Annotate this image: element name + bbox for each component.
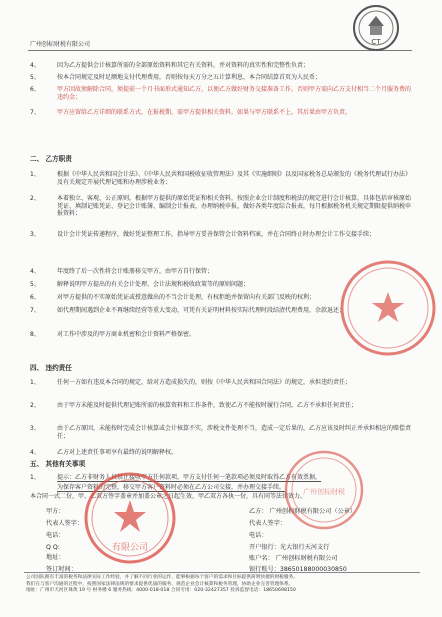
section-4-title: 四、 违约责任 <box>30 364 72 372</box>
item-text: 乙方对上述责任事项享有最终的说明解释权。 <box>57 449 178 456</box>
item-number: 8、 <box>30 331 40 338</box>
item-number: 6、 <box>30 294 40 301</box>
party-a-stamp-icon <box>82 470 178 566</box>
s4-item <box>30 402 414 410</box>
item-text: 本着独立、客观、公正原则，根据甲方提供的原始凭证和相关资料，按照企业会计制度和税法的规定进行会计核算，具体包括审核原始凭证、填制记账凭证、登记会计账簿、编制会计报表，办理纳税申报，做好各类年度综合报表，每月根据税务机关规定期限提供纳税申报资料； <box>57 195 412 218</box>
item-text: 因为乙方提供会计核算所需的全部原始资料和其它有关资料，并对资料的真实性和完整性负责； <box>57 62 310 69</box>
item-text: 根据《中华人民共和国会计法》、《中华人民共和国税收征收管理法》及其《实施细则》以及国家税务总局颁发的《税务代理试行办法》及有关规定开展代理记账和办理涉税业务； <box>57 171 412 186</box>
section-5-item-1: 1、 提示：乙方非财务人员禁止接收甲方任何款项，甲方支付任何一笔款项必须及时取得乙方有效票据， <box>30 474 322 481</box>
s4-item <box>30 379 414 387</box>
item-text: 对工作中涉及的甲方商业机密和会计资料严格保密。 <box>57 331 196 338</box>
item-text: 如代理期间遇到企业不再继续经营等重大变动，可凭有关证明材料按实际代理时段结清代理费用，余款退还； <box>57 307 346 314</box>
item-number: 1、 <box>30 171 40 178</box>
footer-divider <box>24 572 420 573</box>
item-text: 由于甲方未能及时提供代理记账所需的核算资料和工作条件，致使乙方不能按时履行合同，乙方不承担任何责任； <box>57 402 358 409</box>
item-number: 2、 <box>30 195 40 202</box>
logo-text: CT <box>371 38 381 46</box>
party-b-phone: 电话： <box>249 532 268 539</box>
item-number: 4、 <box>30 268 40 275</box>
contract-closing: 本合同一式二份，甲、乙双方签字盖章并加盖公章之日起生效，甲乙双方各执一份，具有同等法律效力。 <box>30 493 307 500</box>
s1-item <box>30 109 414 117</box>
item-number: 7、 <box>30 307 40 314</box>
notice-text: 提示：乙方非财务人员禁止接收甲方任何款项，甲方支付任何一笔款项必须及时取得乙方有效票据， <box>57 474 322 481</box>
party-b-account-no: 银行账号：38650188000030850 <box>249 566 347 573</box>
section-2-title: 二、 乙方职责 <box>30 155 72 163</box>
s1-item <box>30 86 414 101</box>
item-number: 5、 <box>30 281 40 288</box>
item-text: 解释说明甲方提出的有关会计处理、会计法规和税收政策等的原则问题； <box>57 281 250 288</box>
s2-item <box>30 195 414 218</box>
s1-item <box>30 74 414 82</box>
item-number: 5、 <box>30 74 40 81</box>
item-text: 设计会计凭证传递程序，做好凭证整理工作，指导甲方妥善保管会计资料档案，并在合同终止时办理会计工作交接手续； <box>57 231 376 238</box>
s2-item <box>30 171 414 186</box>
party-b-label: 乙方： 广州创标财税有限公司（公章） <box>249 508 357 515</box>
party-b-bank: 开户银行：光大银行天河支行 <box>249 544 330 551</box>
footer <box>26 575 418 595</box>
footer-line-2: 我们在与客户沟通的过程中，按照国家法律法规的要求提供优质的服务，规范企业会计核算和税务管理，协助企业完善管理体系。 <box>26 581 294 587</box>
party-a-stamp-text: 有限公司 <box>111 543 149 553</box>
party-b-stamp-text: 广州创标财税 <box>303 488 345 496</box>
party-a-label: 甲方： <box>46 508 65 515</box>
footer-line-1: 公司因队拥有丰富的税务和法律实际工作经验，并了解不同行业的运作，能够根据每个客户的需求和目标提供简明快捷的财税服务。 <box>26 575 298 580</box>
party-a-rep: 代表人签字： <box>46 520 84 527</box>
party-a-phone: 电话： <box>46 532 65 539</box>
item-number: 2、 <box>30 402 40 409</box>
s1-item <box>30 62 414 70</box>
item-text: 甲方因故须解除合同，须提前一个月书面形式通知乙方，以便乙方做好财务交接准备工作，否则甲方需向乙方支付相当二个月服务费的违约金； <box>57 86 412 101</box>
item-text: 按本合同规定及时足额地支付代理费用，否则按每天万分之五计算利息，本合同结算首页为人民币； <box>57 74 322 81</box>
item-text: 任何一方如有违反本合同的规定，给对方造成损失的，则按《中华人民共和国合同法》的规定，承担违约责任； <box>57 379 352 386</box>
item-text: 对甲方提供的不实原始凭证或授意做出的不当会计处理，有权拒绝并保留向有关部门反映的权利； <box>57 294 316 301</box>
company-header: 广州创标财税有限公司 <box>30 41 91 48</box>
notice-text-2: 为保存客户资料的完整，移交甲方客户资料时必须在乙方公司交接，并办理交接手续。 <box>57 484 286 491</box>
party-b-stamp-icon <box>282 448 366 532</box>
company-logo-icon <box>352 4 400 52</box>
footer-line-3: 地址：广州市天河区珠黄 19 号 财务楼 6 服务热线：4000-018-018 合同专用：020-32427357 投诉监督电话：18650698150 <box>26 588 296 594</box>
party-a-qq: Q Q: <box>46 544 60 551</box>
side-stamp-icon <box>338 258 438 358</box>
item-number: 4、 <box>30 449 40 456</box>
section-5-title: 五、 其他有关事项 <box>30 460 86 468</box>
item-number: 3、 <box>30 231 40 238</box>
item-number: 3、 <box>30 425 40 432</box>
party-b-account-name: 账户名： 广州创标财税有限公司 <box>249 555 338 562</box>
item-text: 年度终了后一次性将会计账册移交甲方，由甲方自行保管； <box>57 268 214 275</box>
item-number: 7、 <box>30 109 40 116</box>
item-number: 6、 <box>30 86 40 93</box>
party-a-address: 地址： <box>46 554 65 561</box>
item-text: 甲方应留给乙方详细的联系方式，在报税期，需甲方提供相关资料，如果与甲方联系不上，其后果由甲方负责。 <box>57 109 352 116</box>
s4-item <box>30 425 414 440</box>
item-text: 由于乙方原因，未能按时完成会计核算或会计核算不实，涉税文件处理不当，造成一定后果的，乙方应该及时纠正并承担相应的赔偿责任； <box>57 425 412 440</box>
s2-item <box>30 231 414 239</box>
item-number: 1、 <box>30 379 40 386</box>
party-a-date: 签订时间： <box>46 566 77 573</box>
item-number: 4、 <box>30 62 40 69</box>
party-b-rep: 代表人签字： <box>249 520 287 527</box>
